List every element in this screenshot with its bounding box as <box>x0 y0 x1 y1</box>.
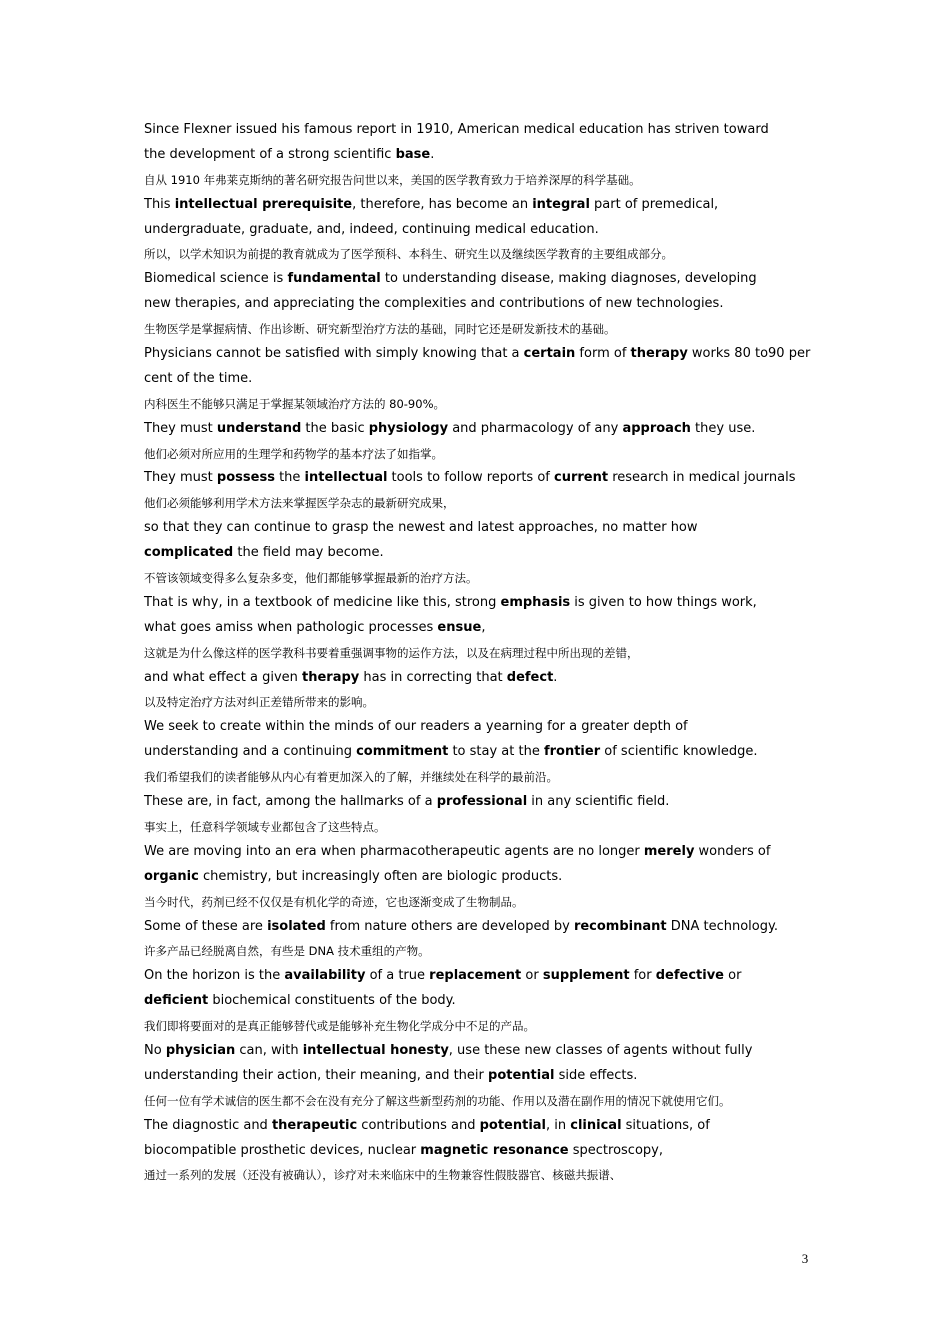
text-segment: We seek to create within the minds of our readers a yearning for a greater depth of <box>144 719 688 735</box>
chinese-translation-line <box>144 1089 824 1114</box>
text-segment: 我们希望我们的读者能够从内心有着更加深入的了解，并继续处在科学的最前沿。 <box>144 770 558 785</box>
text-segment: the field may become. <box>233 545 384 561</box>
text-segment: They must <box>144 470 217 486</box>
english-text-line <box>144 616 824 641</box>
bold-keyword: replacement <box>429 968 522 984</box>
text-segment: 事实上，任意科学领域专业都包含了这些特点。 <box>144 819 386 834</box>
chinese-translation-line <box>144 939 824 964</box>
text-segment: for <box>629 968 656 984</box>
chinese-translation-line <box>144 242 824 267</box>
bold-keyword: understand <box>216 420 302 436</box>
text-segment: and what effect a given <box>144 669 303 685</box>
bold-keyword: supplement <box>542 968 630 984</box>
bold-keyword: recombinant <box>573 918 667 934</box>
bold-keyword: therapy <box>302 669 360 685</box>
chinese-translation-line <box>144 815 824 840</box>
text-segment: 他们必须能够利用学术方法来掌握医学杂志的最新研究成果， <box>144 496 455 511</box>
english-text-line <box>144 466 824 491</box>
text-segment: the basic <box>301 420 369 436</box>
text-segment: That is why, in a textbook of medicine like this, strong <box>144 594 501 610</box>
english-text-line <box>144 193 824 218</box>
text-segment: 内科医生不能够只满足于掌握某领域治疗方法的 80-90%。 <box>144 396 445 411</box>
text-segment: new therapies, and appreciating the complexities and contributions of new technologies. <box>144 296 724 312</box>
text-segment: cent of the time. <box>144 370 253 386</box>
bold-keyword: frontier <box>543 744 601 760</box>
chinese-translation-line <box>144 690 824 715</box>
bold-keyword: organic <box>144 868 199 884</box>
text-segment: they use. <box>690 420 756 436</box>
bold-keyword: defective <box>655 968 724 984</box>
text-segment: Physicians cannot be satisfied with simply knowing that a <box>144 346 524 362</box>
chinese-translation-line <box>144 317 824 342</box>
text-segment: 通过一系列的发展（还没有被确认），诊疗对未来临床中的生物兼容性假肢器官、核磁共振谱、 <box>144 1168 622 1183</box>
bold-keyword: intellectual prerequisite <box>174 196 353 212</box>
text-segment: situations, of <box>621 1117 710 1133</box>
english-text-line <box>144 118 824 143</box>
text-segment: They must <box>144 420 217 436</box>
chinese-translation-line <box>144 1163 824 1188</box>
text-segment: 这就是为什么像这样的医学教科书要着重强调事物的运作方法，以及在病理过程中所出现的差错， <box>144 645 639 660</box>
bold-keyword: deficient <box>144 993 209 1009</box>
text-segment: 我们即将要面对的是真正能够替代或是能够补充生物化学成分中不足的产品。 <box>144 1019 535 1034</box>
bold-keyword: potential <box>479 1117 547 1133</box>
text-segment: has in correcting that <box>359 669 507 685</box>
bold-keyword: physiology <box>368 420 449 436</box>
english-text-line <box>144 865 824 890</box>
text-segment: Since Flexner issued his famous report in 1910, American medical education has striven toward <box>144 122 769 137</box>
bold-keyword: defect <box>506 669 554 685</box>
text-segment: in any scientific field. <box>527 794 670 810</box>
text-segment: to stay at the <box>448 744 544 760</box>
text-segment: No <box>144 1042 166 1058</box>
text-segment: the development of a strong scientific <box>144 146 396 162</box>
bold-keyword: therapy <box>630 346 688 362</box>
english-text-line <box>144 1064 824 1089</box>
text-segment: research in medical journals <box>608 470 796 486</box>
chinese-translation-line <box>144 1014 824 1039</box>
text-segment: , therefore, has become an <box>352 196 533 212</box>
bold-keyword: professional <box>436 794 528 810</box>
text-segment: understanding their action, their meaning, and their <box>144 1067 489 1083</box>
text-segment: wonders of <box>694 843 771 859</box>
english-text-line <box>144 367 824 392</box>
bold-keyword: certain <box>523 346 576 362</box>
text-segment: part of premedical, <box>589 196 719 212</box>
text-segment: what goes amiss when pathologic processes <box>144 619 438 635</box>
text-segment: works 80 to90 per <box>687 346 811 362</box>
text-segment: 他们必须对所应用的生理学和药物学的基本疗法了如指掌。 <box>144 446 443 461</box>
text-segment: 以及特定治疗方法对纠正差错所带来的影响。 <box>144 695 374 710</box>
text-segment: undergraduate, graduate, and, indeed, continuing medical education. <box>144 221 599 237</box>
bold-keyword: approach <box>622 420 691 436</box>
english-text-line <box>144 964 824 989</box>
chinese-translation-line <box>144 765 824 790</box>
text-segment: understanding and a continuing <box>144 744 357 760</box>
bold-keyword: intellectual <box>304 470 388 486</box>
text-segment: 生物医学是掌握病情、作出诊断、研究新型治疗方法的基础，同时它还是研发新技术的基础。 <box>144 322 616 337</box>
english-text-line <box>144 790 824 815</box>
text-segment: can, with <box>235 1042 303 1058</box>
english-text-line <box>144 666 824 691</box>
bold-keyword: fundamental <box>287 271 381 287</box>
text-segment: Some of these are <box>144 918 268 934</box>
text-segment: . <box>553 669 558 685</box>
text-segment: Biomedical science is <box>144 271 288 287</box>
text-segment: so that they can continue to grasp the newest and latest approaches, no matter how <box>144 520 698 536</box>
bold-keyword: complicated <box>144 545 234 561</box>
text-segment: DNA technology. <box>666 918 778 934</box>
english-text-line <box>144 915 824 940</box>
text-segment: spectroscopy, <box>568 1142 663 1158</box>
text-segment: or <box>521 968 543 984</box>
text-segment: the <box>274 470 305 486</box>
text-segment: 自从 1910 年弗莱克斯纳的著名研究报告问世以来，美国的医学教育致力于培养深厚的科学基础。 <box>144 172 641 187</box>
text-segment: , <box>481 619 486 635</box>
bold-keyword: ensue <box>437 619 482 635</box>
text-segment: biochemical constituents of the body. <box>208 993 456 1009</box>
chinese-translation-line <box>144 392 824 417</box>
bold-keyword: integral <box>532 196 590 212</box>
text-segment: We are moving into an era when pharmacotherapeutic agents are no longer <box>144 843 644 859</box>
english-text-line <box>144 292 824 317</box>
text-segment: biocompatible prosthetic devices, nuclear <box>144 1142 421 1158</box>
text-segment: , use these new classes of agents without fully <box>448 1042 753 1058</box>
english-text-line <box>144 516 824 541</box>
chinese-translation-line <box>144 566 824 591</box>
bold-keyword: intellectual honesty <box>302 1042 449 1058</box>
english-text-line <box>144 143 824 168</box>
page-number: 3 <box>801 1251 809 1266</box>
chinese-translation-line <box>144 641 824 666</box>
bold-keyword: commitment <box>356 744 449 760</box>
bilingual-text-body <box>144 118 824 1188</box>
bold-keyword: base <box>395 146 431 162</box>
text-segment: The diagnostic and <box>144 1117 272 1133</box>
chinese-translation-line <box>144 491 824 516</box>
english-text-line <box>144 1039 824 1064</box>
english-text-line <box>144 840 824 865</box>
text-segment: 不管该领域变得多么复杂多变，他们都能够掌握最新的治疗方法。 <box>144 571 478 586</box>
text-segment: tools to follow reports of <box>387 470 555 486</box>
text-segment: These are, in fact, among the hallmarks of a <box>144 794 437 810</box>
bold-keyword: therapeutic <box>271 1117 358 1133</box>
text-segment: On the horizon is the <box>144 968 285 984</box>
english-text-line <box>144 591 824 616</box>
english-text-line <box>144 417 824 442</box>
english-text-line <box>144 218 824 243</box>
english-text-line <box>144 267 824 292</box>
text-segment: of scientific knowledge. <box>600 744 758 760</box>
text-segment: 任何一位有学术诚信的医生都不会在没有充分了解这些新型药剂的功能、作用以及潜在副作用的情况下就使用它们。 <box>144 1093 731 1108</box>
chinese-translation-line <box>144 168 824 193</box>
bold-keyword: availability <box>284 968 366 984</box>
text-segment: side effects. <box>554 1067 638 1083</box>
chinese-translation-line <box>144 442 824 467</box>
bold-keyword: possess <box>216 470 275 486</box>
text-segment: 当今时代，药剂已经不仅仅是有机化学的奇迹，它也逐渐变成了生物制品。 <box>144 894 524 909</box>
text-segment: chemistry, but increasingly often are biologic products. <box>198 868 563 884</box>
english-text-line <box>144 1139 824 1164</box>
text-segment: to understanding disease, making diagnoses, developing <box>380 271 757 287</box>
bold-keyword: magnetic resonance <box>420 1142 569 1158</box>
chinese-translation-line <box>144 890 824 915</box>
text-segment: , in <box>546 1117 571 1133</box>
bold-keyword: isolated <box>267 918 326 934</box>
english-text-line <box>144 740 824 765</box>
text-segment: contributions and <box>357 1117 480 1133</box>
text-segment: 许多产品已经脱离自然，有些是 DNA 技术重组的产物。 <box>144 944 430 959</box>
text-segment: This <box>144 196 175 212</box>
english-text-line <box>144 1114 824 1139</box>
bold-keyword: potential <box>488 1067 555 1083</box>
text-segment: 所以，以学术知识为前提的教育就成为了医学预科、本科生、研究生以及继续医学教育的主要组成部分。 <box>144 247 673 262</box>
english-text-line <box>144 541 824 566</box>
bold-keyword: clinical <box>570 1117 622 1133</box>
text-segment: from nature others are developed by <box>325 918 574 934</box>
bold-keyword: current <box>554 470 609 486</box>
english-text-line <box>144 989 824 1014</box>
text-segment: . <box>430 146 435 162</box>
english-text-line <box>144 715 824 740</box>
text-segment: and pharmacology of any <box>448 420 623 436</box>
text-segment: form of <box>575 346 631 362</box>
bold-keyword: merely <box>643 843 695 859</box>
english-text-line <box>144 342 824 367</box>
bold-keyword: physician <box>165 1042 236 1058</box>
text-segment: or <box>723 968 742 984</box>
text-segment: of a true <box>365 968 430 984</box>
bold-keyword: emphasis <box>500 594 571 610</box>
text-segment: is given to how things work, <box>570 594 757 610</box>
